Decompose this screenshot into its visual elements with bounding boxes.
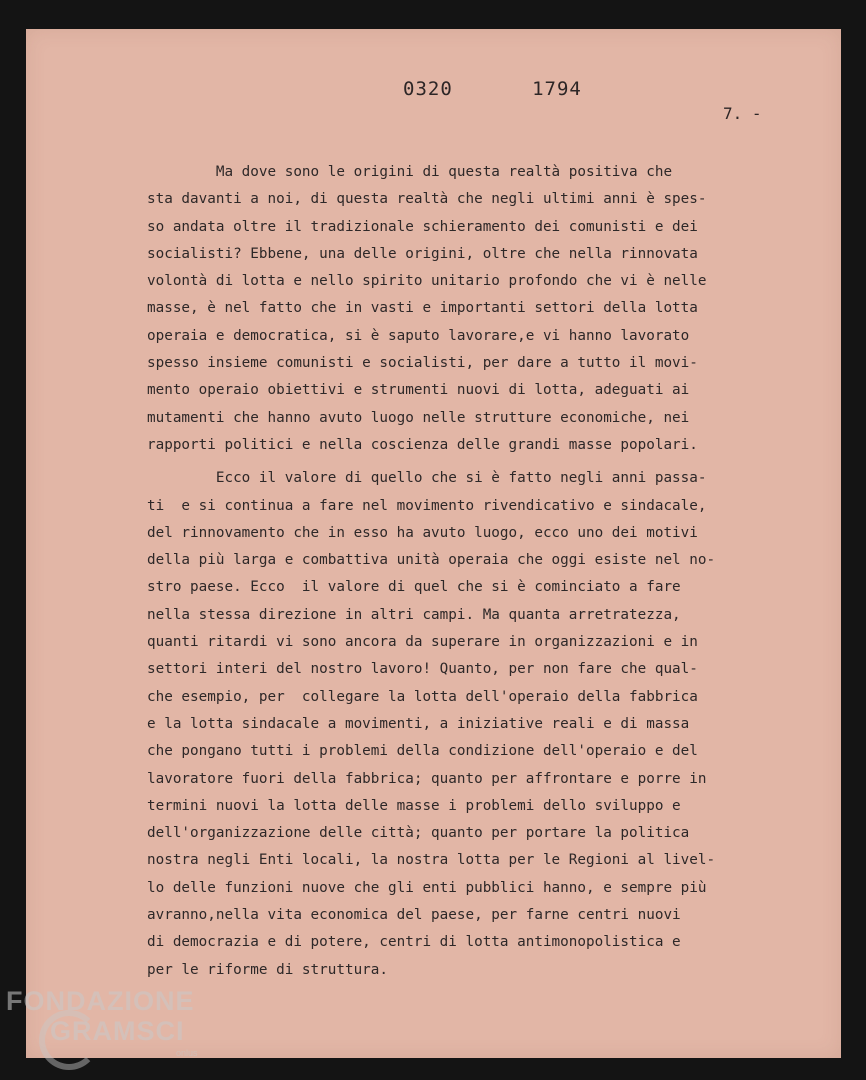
paragraph-1 [147,159,827,459]
text-line: mutamenti che hanno avuto luogo nelle strutture economiche, nei [147,409,690,426]
text-line: della più larga e combattiva unità operaia che oggi esiste nel no- [147,552,716,569]
text-line: nella stessa direzione in altri campi. Ma quanta arretratezza, [147,606,681,623]
text-line: che esempio, per collegare la lotta dell'operaio della fabbrica [147,688,698,705]
text-line: del rinnovamento che in esso ha avuto luogo, ecco uno dei motivi [147,524,698,541]
text-line: so andata oltre il tradizionale schieramento dei comunisti e dei [147,218,698,235]
watermark-line3: onlus [176,1048,198,1058]
typewritten-page [26,29,841,1058]
text-line: rapporti politici e nella coscienza delle grandi masse popolari. [147,436,698,453]
text-line: ti e si continua a fare nel movimento rivendicativo e sindacale, [147,497,707,514]
text-line: masse, è nel fatto che in vasti e importanti settori della lotta [147,300,698,317]
body-text [147,159,827,984]
text-line: per le riforme di struttura. [147,961,389,978]
text-line: stro paese. Ecco il valore di quel che si è cominciato a fare [147,579,681,596]
text-line: socialisti? Ebbene, una delle origini, oltre che nella rinnovata [147,245,698,262]
text-line: avranno,nella vita economica del paese, per farne centri nuovi [147,907,681,924]
fondazione-gramsci-watermark [6,986,198,1058]
text-line: lo delle funzioni nuove che gli enti pubblici hanno, e sempre più [147,879,707,896]
reference-number: 0320 1794 [403,78,582,100]
watermark-line1: FONDAZIONE [6,986,195,1016]
text-line: settori interi del nostro lavoro! Quanto, per non fare che qual- [147,661,698,678]
text-line: sta davanti a noi, di questa realtà che negli ultimi anni è spes- [147,191,707,208]
text-line: mento operaio obiettivi e strumenti nuovi di lotta, adeguati ai [147,382,690,399]
text-line: volontà di lotta e nello spirito unitario profondo che vi è nelle [147,273,707,290]
text-line: Ecco il valore di quello che si è fatto negli anni passa- [147,470,707,487]
text-line: lavoratore fuori della fabbrica; quanto per affrontare e porre in [147,770,707,787]
text-line: dell'organizzazione delle città; quanto per portare la politica [147,825,690,842]
text-line: quanti ritardi vi sono ancora da superare in organizzazioni e in [147,634,698,651]
text-line: nostra negli Enti locali, la nostra lotta per le Regioni al livel- [147,852,716,869]
text-line: termini nuovi la lotta delle masse i problemi dello sviluppo e [147,797,681,814]
text-line: che pongano tutti i problemi della condizione dell'operaio e del [147,743,698,760]
text-line: di democrazia e di potere, centri di lotta antimonopolistica e [147,934,681,951]
paragraph-2 [147,465,827,984]
watermark-line2: GRAMSCI [50,1016,185,1046]
text-line: Ma dove sono le origini di questa realtà positiva che [147,164,673,180]
page-number: 7. - [723,104,762,123]
text-line: spesso insieme comunisti e socialisti, per dare a tutto il movi- [147,355,698,372]
text-line: operaia e democratica, si è saputo lavorare,e vi hanno lavorato [147,327,690,344]
text-line: e la lotta sindacale a movimenti, a iniziative reali e di massa [147,715,690,732]
